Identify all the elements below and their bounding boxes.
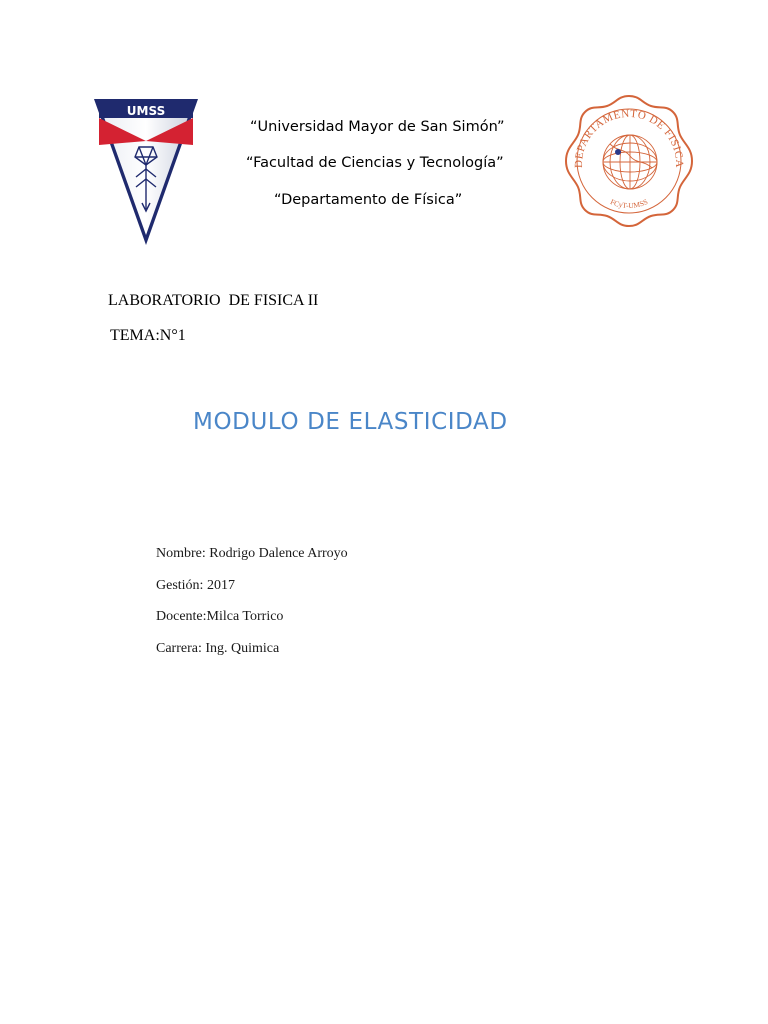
topic-number: TEMA:N°1	[110, 327, 186, 344]
seal-top-text: DEPARTAMENTO DE FISICA	[572, 107, 686, 169]
university-name: “Universidad Mayor de San Simón”	[250, 119, 505, 135]
umss-logo-text: UMSS	[126, 104, 166, 118]
department-name: “Departamento de Física”	[274, 192, 463, 208]
career-name: Carrera: Ing. Quimica	[156, 641, 280, 656]
seal-bottom-text: FCyT-UMSS	[608, 197, 650, 211]
faculty-name: “Facultad de Ciencias y Tecnología”	[246, 155, 504, 171]
document-title: MODULO DE ELASTICIDAD	[193, 409, 508, 435]
lab-title: LABORATORIO DE FISICA II	[108, 292, 319, 309]
student-name: Nombre: Rodrigo Dalence Arroyo	[156, 546, 348, 561]
teacher-name: Docente:Milca Torrico	[156, 609, 284, 624]
academic-year: Gestión: 2017	[156, 578, 235, 593]
umss-logo	[92, 97, 200, 247]
department-seal	[558, 90, 700, 232]
